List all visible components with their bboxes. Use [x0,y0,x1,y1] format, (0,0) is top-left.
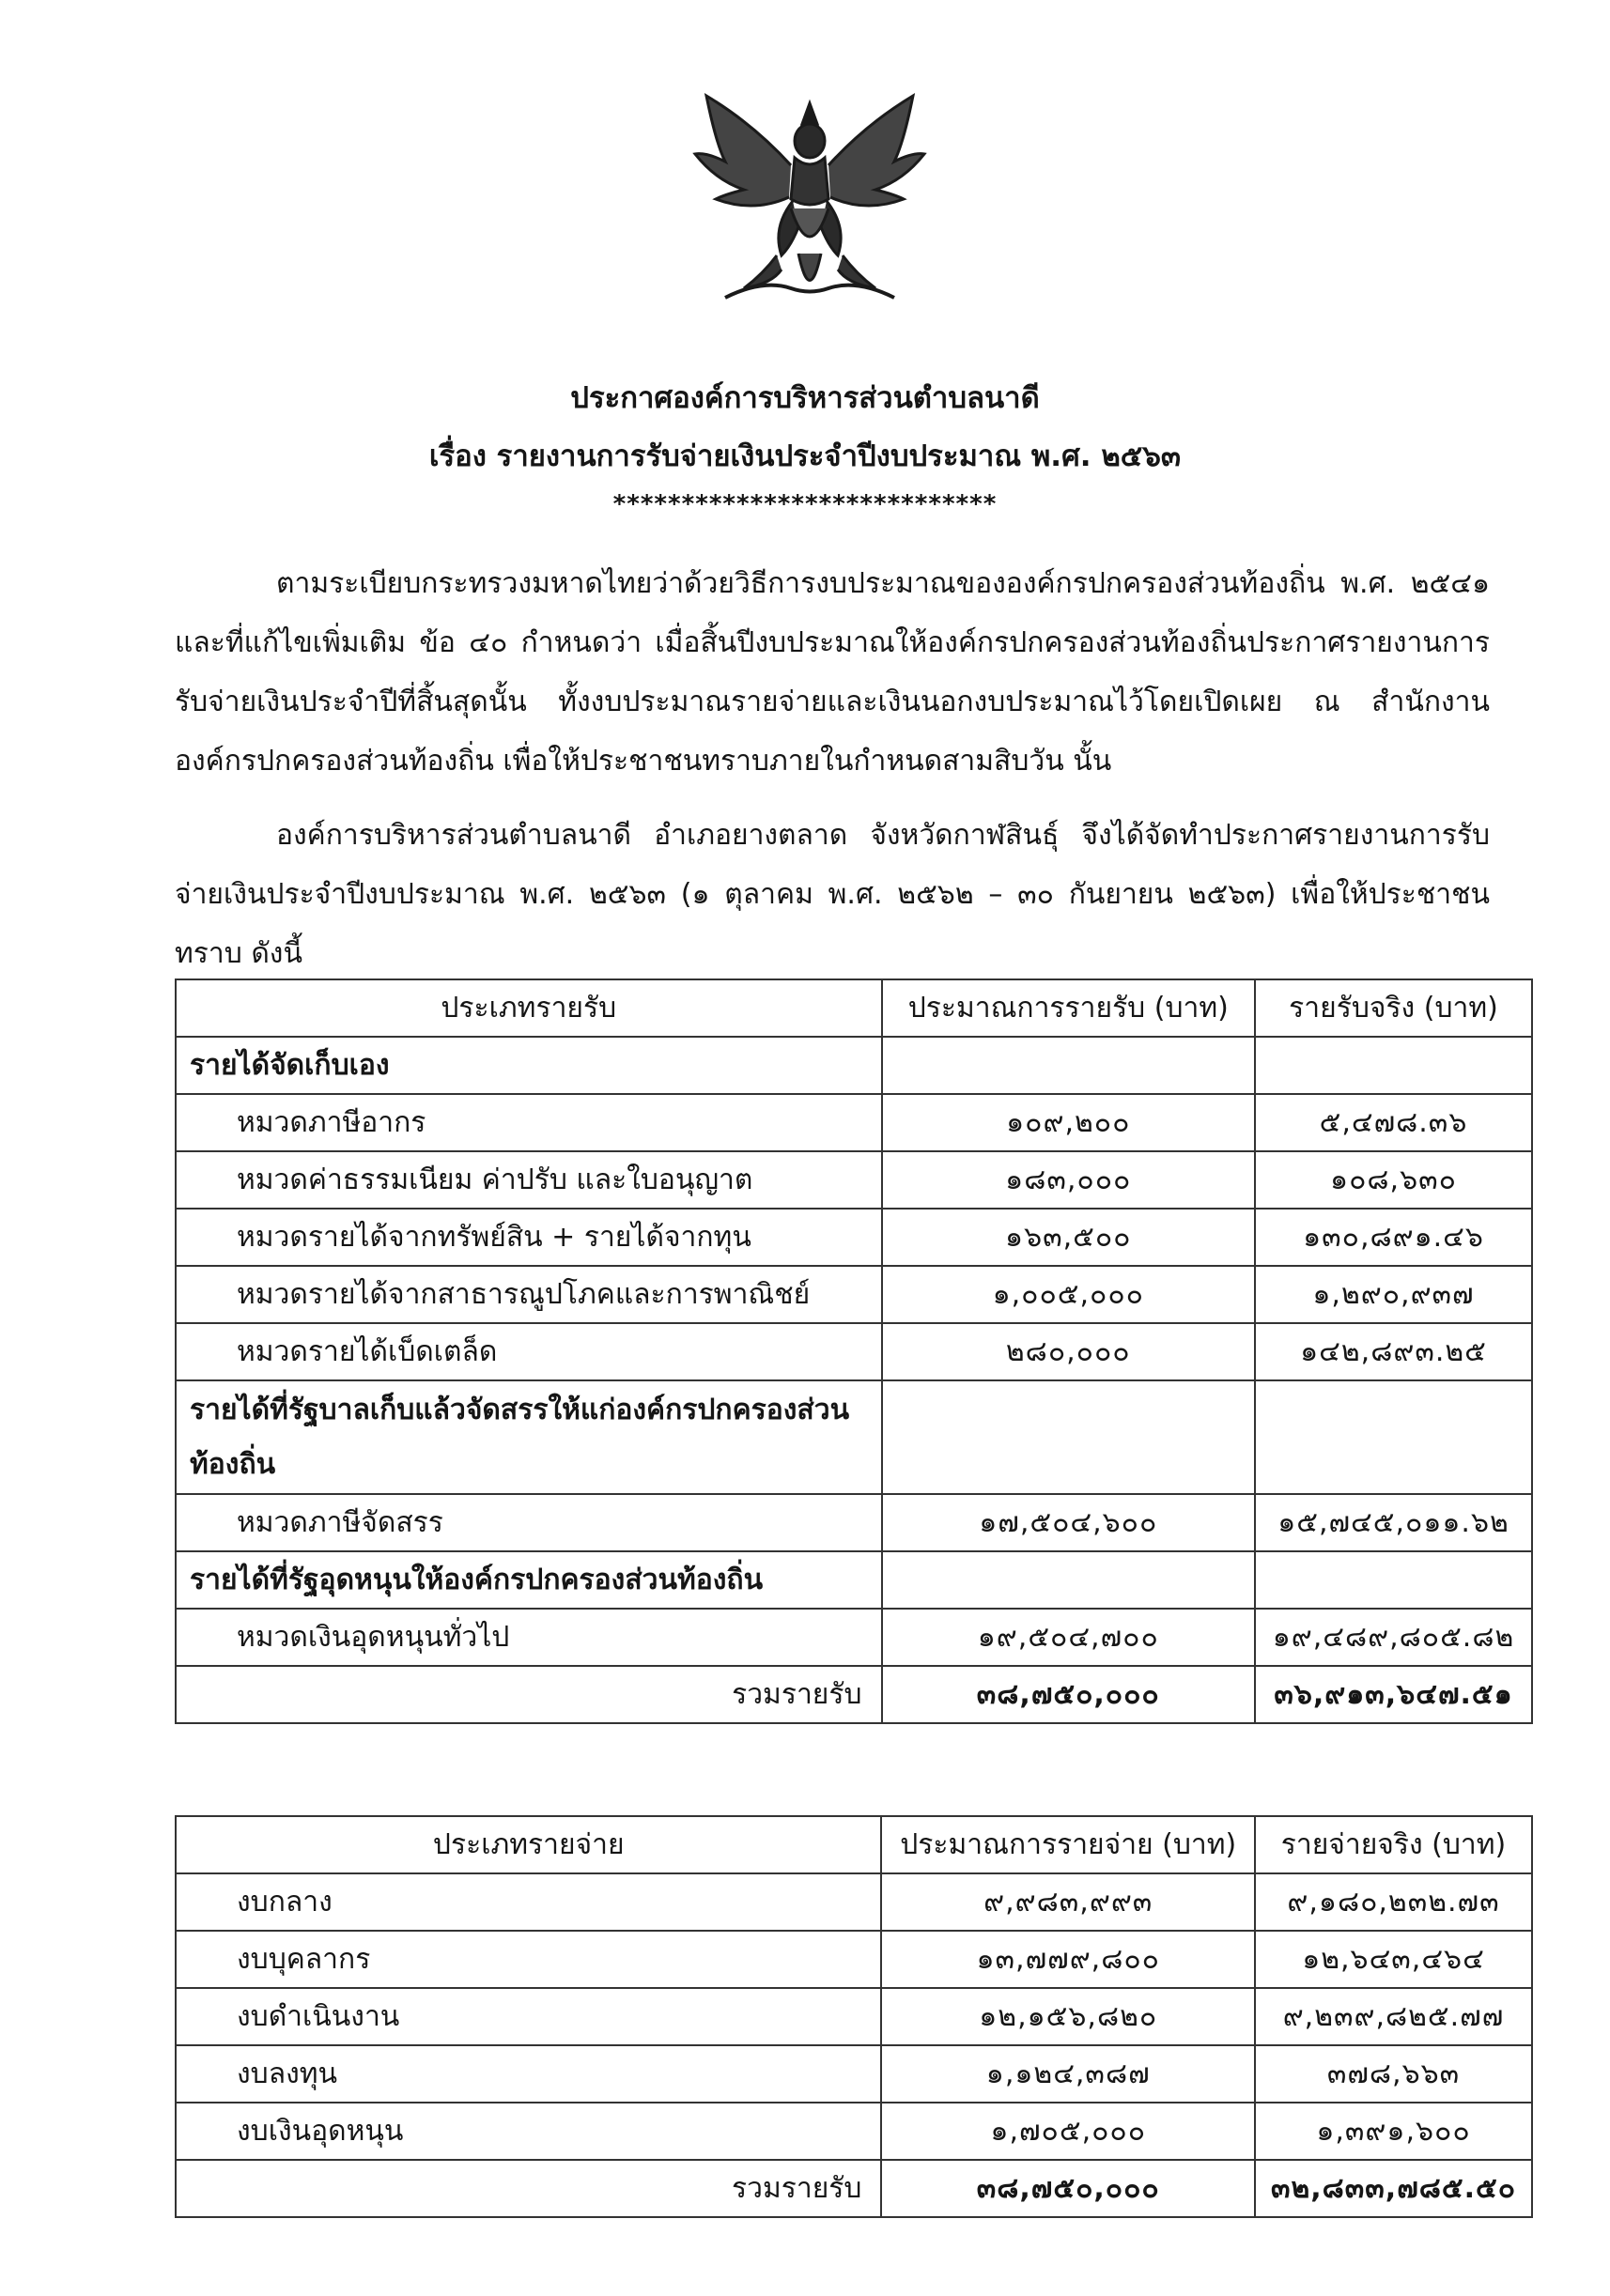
star-divider: **************************** [612,490,998,518]
total-label: รวมรายรับ [176,1666,882,1723]
column-header: รายจ่ายจริง (บาท) [1255,1816,1532,1873]
column-header: ประเภทรายจ่าย [176,1816,881,1873]
row-label: หมวดภาษีจัดสรร [176,1494,882,1551]
estimate-value: ๑,๑๒๔,๓๘๗ [881,2045,1255,2103]
estimate-value: ๑๒,๑๕๖,๘๒๐ [881,1988,1255,2045]
table-row [176,2103,1532,2160]
actual-value: ๑๙,๔๘๙,๘๐๕.๘๒ [1255,1609,1532,1666]
estimate-value: ๑๓,๗๗๙,๘๐๐ [881,1931,1255,1988]
actual-value: ๕,๔๗๘.๓๖ [1255,1094,1532,1151]
row-label: หมวดภาษีอากร [176,1094,882,1151]
row-label: งบลงทุน [176,2045,881,2103]
row-label: งบบุคลากร [176,1931,881,1988]
estimate-value: ๑,๐๐๕,๐๐๐ [882,1266,1255,1323]
row-label: หมวดค่าธรรมเนียม ค่าปรับ และใบอนุญาต [176,1151,882,1209]
income-table [175,978,1533,1724]
actual-value: ๓๗๘,๖๖๓ [1255,2045,1532,2103]
estimate-value: ๙,๙๘๓,๙๙๓ [881,1873,1255,1931]
table-row [176,1873,1532,1931]
table-row [176,1209,1532,1266]
table-row [176,1151,1532,1209]
estimate-value: ๑๘๓,๐๐๐ [882,1151,1255,1209]
table-row [176,1494,1532,1551]
total-actual: ๓๖,๙๑๓,๖๔๗.๕๑ [1255,1666,1532,1723]
total-row [176,1666,1532,1723]
estimate-value: ๑๙,๕๐๔,๗๐๐ [882,1609,1255,1666]
actual-value: ๙,๑๘๐,๒๓๒.๗๓ [1255,1873,1532,1931]
category-row [176,1037,1532,1094]
actual-value: ๑๓๐,๘๙๑.๔๖ [1255,1209,1532,1266]
total-estimate: ๓๘,๗๕๐,๐๐๐ [882,1666,1255,1723]
row-label: งบเงินอุดหนุน [176,2103,881,2160]
estimate-value: ๑๖๓,๕๐๐ [882,1209,1255,1266]
row-label: หมวดเงินอุดหนุนทั่วไป [176,1609,882,1666]
table-row [176,1094,1532,1151]
total-row [176,2160,1532,2217]
table-row [176,1266,1532,1323]
column-header: ประมาณการรายจ่าย (บาท) [881,1816,1255,1873]
actual-value: ๑๐๘,๖๓๐ [1255,1151,1532,1209]
actual-value: ๑๕,๗๔๕,๐๑๑.๖๒ [1255,1494,1532,1551]
column-header: ประมาณการรายรับ (บาท) [882,979,1255,1037]
estimate-value: ๑๗,๕๐๔,๖๐๐ [882,1494,1255,1551]
column-header: รายรับจริง (บาท) [1255,979,1532,1037]
announcement-subject: เรื่อง รายงานการรับจ่ายเงินประจำปีงบประมาณ พ.ศ. ๒๕๖๓ [428,439,1182,473]
actual-value: ๑,๒๙๐,๙๓๗ [1255,1266,1532,1323]
category-row [176,1380,1532,1494]
category-label: รายได้จัดเก็บเอง [176,1037,882,1094]
estimate-value: ๒๘๐,๐๐๐ [882,1323,1255,1380]
total-label: รวมรายรับ [176,2160,881,2217]
expense-header-row [176,1816,1532,1873]
actual-value: ๑,๓๙๑,๖๐๐ [1255,2103,1532,2160]
row-label: หมวดรายได้จากทรัพย์สิน + รายได้จากทุน [176,1209,882,1266]
estimate-value: ๑๐๙,๒๐๐ [882,1094,1255,1151]
purpose-paragraph: องค์การบริหารส่วนตำบลนาดี อำเภอยางตลาด จังหวัดกาฬสินธุ์ จึงได้จัดทำประกาศรายงานการรับจ่ายเงินประจำปีงบประมาณ พ.ศ. ๒๕๖๓ (๑ ตุลาคม พ.ศ. ๒๕๖๒ – ๓๐ กันยายน ๒๕๖๓) เพื่อให้ประชาชนทราบ ดังนี้ [175,819,1490,970]
garuda-emblem [688,86,932,321]
actual-value: ๙,๒๓๙,๘๒๕.๗๗ [1255,1988,1532,2045]
table-row [176,1323,1532,1380]
table-row [176,1609,1532,1666]
column-header: ประเภทรายรับ [176,979,882,1037]
estimate-value: ๑,๗๐๕,๐๐๐ [881,2103,1255,2160]
category-label: รายได้ที่รัฐอุดหนุนให้องค์กรปกครองส่วนท้องถิ่น [176,1551,882,1609]
category-row [176,1551,1532,1609]
row-label: หมวดรายได้เบ็ดเตล็ด [176,1323,882,1380]
expense-table [175,1815,1533,2218]
table-row [176,2045,1532,2103]
row-label: งบกลาง [176,1873,881,1931]
table-row [176,1931,1532,1988]
row-label: งบดำเนินงาน [176,1988,881,2045]
intro-paragraph: ตามระเบียบกระทรวงมหาดไทยว่าด้วยวิธีการงบประมาณขององค์กรปกครองส่วนท้องถิ่น พ.ศ. ๒๕๔๑ และที่แก้ไขเพิ่มเติม ข้อ ๔๐ กำหนดว่า เมื่อสิ้นปีงบประมาณให้องค์กรปกครองส่วนท้องถิ่นประกาศรายงานการรับจ่ายเงินประจำปีที่สิ้นสุดนั้น ทั้งงบประมาณรายจ่ายและเงินนอกงบประมาณไว้โดยเปิดเผย ณ สำนักงานองค์กรปกครองส่วนท้องถิ่น เพื่อให้ประชาชนทราบภายในกำหนดสามสิบวัน นั้น [175,567,1490,778]
actual-value: ๑๔๒,๘๙๓.๒๕ [1255,1323,1532,1380]
actual-value: ๑๒,๖๔๓,๔๖๔ [1255,1931,1532,1988]
row-label: หมวดรายได้จากสาธารณูปโภคและการพาณิชย์ [176,1266,882,1323]
announcement-title: ประกาศองค์การบริหารส่วนตำบลนาดี [570,381,1040,415]
total-actual: ๓๒,๘๓๓,๗๘๕.๕๐ [1255,2160,1532,2217]
income-header-row [176,979,1532,1037]
total-estimate: ๓๘,๗๕๐,๐๐๐ [881,2160,1255,2217]
table-row [176,1988,1532,2045]
category-label: รายได้ที่รัฐบาลเก็บแล้วจัดสรรให้แก่องค์กรปกครองส่วนท้องถิ่น [176,1380,882,1494]
